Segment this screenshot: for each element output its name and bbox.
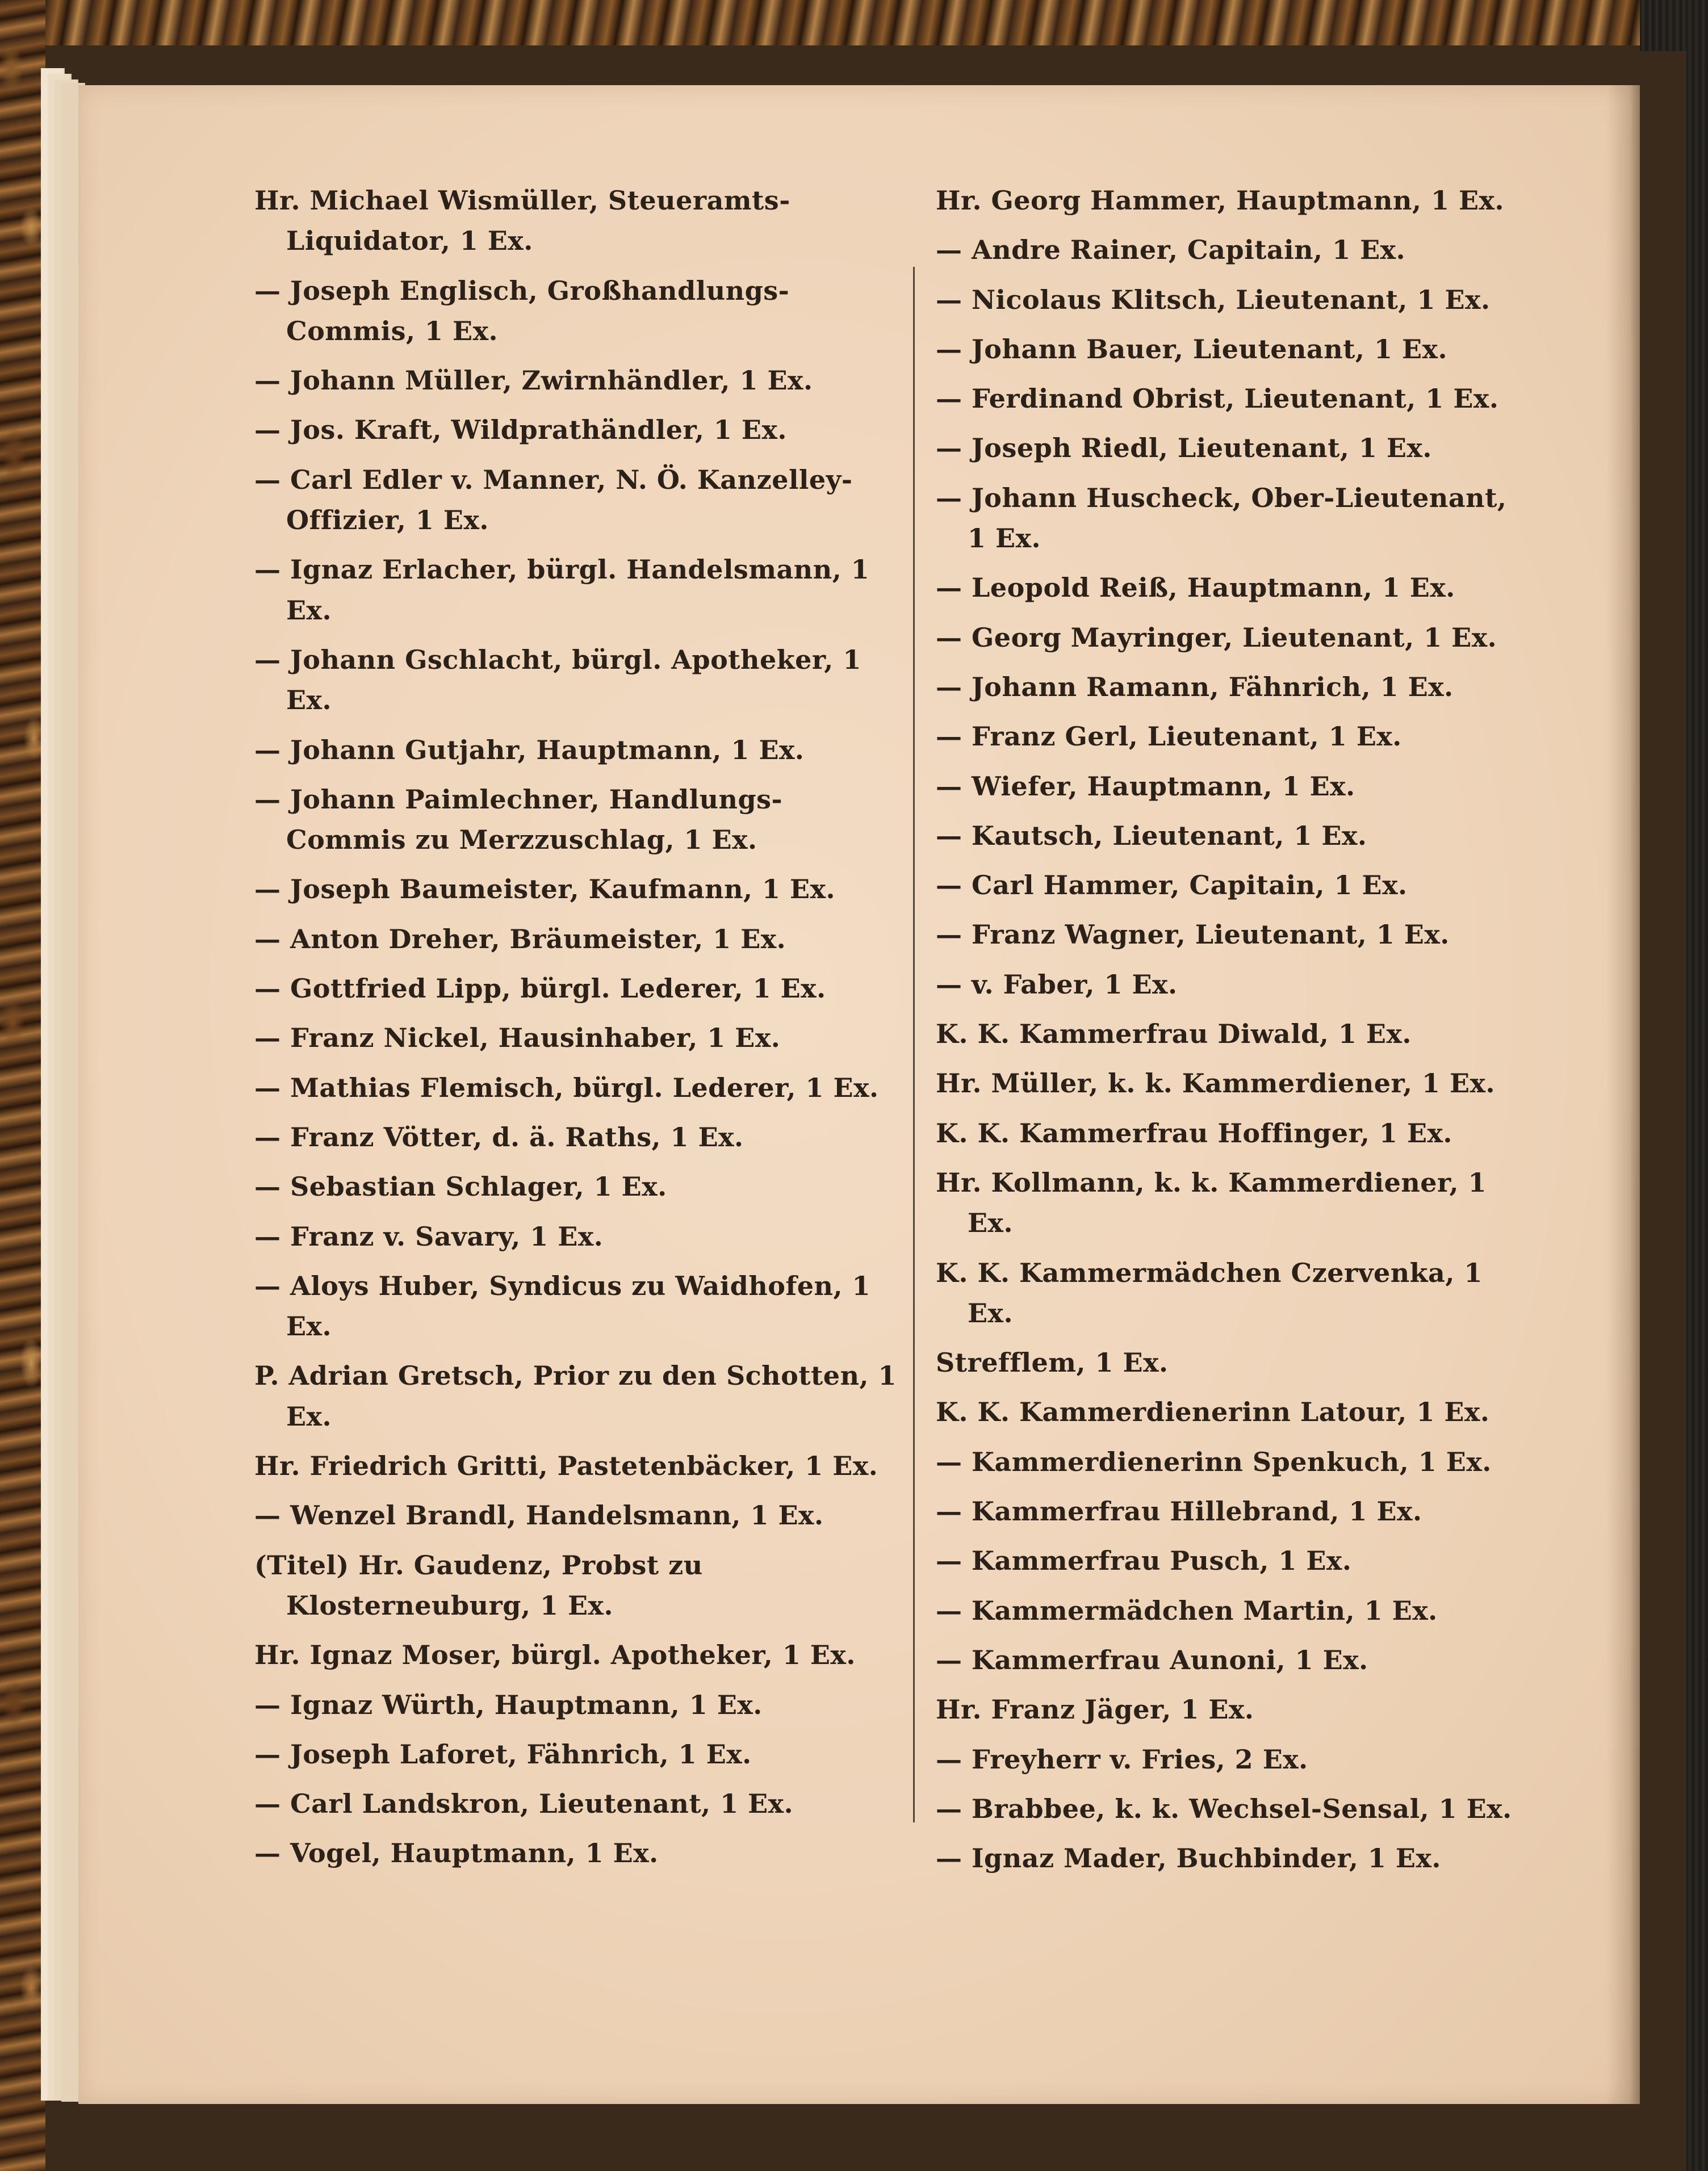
- subscriber-entry: Hr. Michael Wismüller, Steueramts-Liquidator, 1 Ex.: [254, 185, 790, 257]
- subscriber-entry: — Jos. Kraft, Wildprathändler, 1 Ex.: [254, 414, 787, 446]
- subscriber-entry: — Franz Gerl, Lieutenant, 1 Ex.: [936, 721, 1402, 752]
- subscriber-entry: — Kautsch, Lieutenant, 1 Ex.: [936, 820, 1367, 851]
- subscriber-entry: — Anton Dreher, Bräumeister, 1 Ex.: [254, 923, 786, 954]
- subscriber-entry: — Leopold Reiß, Hauptmann, 1 Ex.: [936, 572, 1455, 603]
- subscriber-entry: — Brabbee, k. k. Wechsel-Sensal, 1 Ex.: [936, 1793, 1512, 1824]
- subscriber-entry: Hr. Müller, k. k. Kammerdiener, 1 Ex.: [936, 1068, 1495, 1099]
- subscriber-entry: — Joseph Riedl, Lieutenant, 1 Ex.: [936, 433, 1432, 464]
- subscriber-entry: — Franz v. Savary, 1 Ex.: [254, 1221, 604, 1252]
- subscriber-entry: — Kammerfrau Pusch, 1 Ex.: [936, 1545, 1352, 1577]
- subscriber-entry: K. K. Kammerfrau Hoffinger, 1 Ex.: [936, 1117, 1452, 1149]
- subscriber-list-left: [254, 181, 902, 1883]
- subscriber-entry: — Franz Wagner, Lieutenant, 1 Ex.: [936, 919, 1450, 950]
- subscriber-entry: K. K. Kammerfrau Diwald, 1 Ex.: [936, 1019, 1412, 1050]
- subscriber-entry: — Mathias Flemisch, bürgl. Lederer, 1 Ex.: [254, 1072, 879, 1103]
- subscriber-entry: — Kammerdienerinn Spenkuch, 1 Ex.: [936, 1446, 1492, 1477]
- column-divider: [913, 267, 915, 1822]
- subscriber-entry: Strefflem, 1 Ex.: [936, 1347, 1169, 1378]
- subscriber-entry: — Joseph Laforet, Fähnrich, 1 Ex.: [254, 1738, 752, 1770]
- subscriber-entry: — Ignaz Erlacher, bürgl. Handelsmann, 1 Ex.: [254, 554, 870, 626]
- subscriber-entry: Hr. Ignaz Moser, bürgl. Apotheker, 1 Ex.: [254, 1640, 856, 1671]
- subscriber-entry: — Joseph Englisch, Großhandlungs-Commis, 1 Ex.: [254, 275, 790, 346]
- subscriber-entry: — Freyherr v. Fries, 2 Ex.: [936, 1743, 1308, 1775]
- subscriber-entry: — Andre Rainer, Capitain, 1 Ex.: [936, 234, 1406, 266]
- subscriber-entry: — v. Faber, 1 Ex.: [936, 969, 1178, 1000]
- subscriber-entry: — Kammermädchen Martin, 1 Ex.: [936, 1595, 1438, 1626]
- subscriber-entry: — Johann Gutjahr, Hauptmann, 1 Ex.: [254, 734, 805, 765]
- subscriber-entry: — Carl Landskron, Lieutenant, 1 Ex.: [254, 1788, 794, 1820]
- subscriber-entry: Hr. Kollmann, k. k. Kammerdiener, 1 Ex.: [936, 1167, 1487, 1239]
- subscriber-entry: — Joseph Baumeister, Kaufmann, 1 Ex.: [254, 874, 836, 905]
- subscriber-entry: — Georg Mayringer, Lieutenant, 1 Ex.: [936, 622, 1497, 653]
- subscriber-entry: Hr. Friedrich Gritti, Pastetenbäcker, 1 Ex.: [254, 1451, 878, 1482]
- subscriber-entry: — Johann Paimlechner, Handlungs-Commis zu Merzzuschlag, 1 Ex.: [254, 783, 783, 856]
- subscriber-entry: — Wenzel Brandl, Handelsmann, 1 Ex.: [254, 1500, 824, 1531]
- subscriber-entry: — Carl Hammer, Capitain, 1 Ex.: [936, 870, 1408, 901]
- subscriber-entry: — Carl Edler v. Manner, N. Ö. Kanzelley-Offizier, 1 Ex.: [254, 464, 853, 536]
- cover-board-top: [0, 0, 1708, 45]
- subscriber-entry: P. Adrian Gretsch, Prior zu den Schotten, 1 Ex.: [254, 1360, 897, 1432]
- subscriber-entry: — Ignaz Mader, Buchbinder, 1 Ex.: [936, 1843, 1441, 1874]
- spine-cloth: [1686, 0, 1708, 2171]
- subscriber-list-right: [936, 181, 1532, 1888]
- subscriber-entry: — Johann Ramann, Fähnrich, 1 Ex.: [936, 671, 1454, 702]
- subscriber-entry: K. K. Kammermädchen Czervenka, 1 Ex.: [936, 1257, 1483, 1328]
- gutter-shadow: [1606, 85, 1640, 2104]
- subscriber-entry: — Aloys Huber, Syndicus zu Waidhofen, 1 Ex.: [254, 1270, 871, 1342]
- subscriber-entry: (Titel) Hr. Gaudenz, Probst zu Klosterneuburg, 1 Ex.: [254, 1549, 703, 1621]
- subscriber-entry: — Johann Bauer, Lieutenant, 1 Ex.: [936, 333, 1447, 364]
- subscriber-entry: — Sebastian Schlager, 1 Ex.: [254, 1171, 667, 1202]
- subscriber-entry: — Johann Müller, Zwirnhändler, 1 Ex.: [254, 365, 813, 396]
- subscriber-entry: — Kammerfrau Hillebrand, 1 Ex.: [936, 1496, 1422, 1527]
- subscriber-entry: — Johann Huscheck, Ober-Lieutenant, 1 Ex.: [936, 482, 1507, 554]
- subscriber-entry: — Ferdinand Obrist, Lieutenant, 1 Ex.: [936, 383, 1499, 414]
- subscriber-entry: — Kammerfrau Aunoni, 1 Ex.: [936, 1644, 1368, 1675]
- marbled-cover-board: [0, 0, 45, 2171]
- subscriber-entry: — Franz Nickel, Hausinhaber, 1 Ex.: [254, 1022, 781, 1054]
- subscriber-entry: — Gottfried Lipp, bürgl. Lederer, 1 Ex.: [254, 973, 826, 1004]
- subscriber-entry: — Johann Gschlacht, bürgl. Apotheker, 1 Ex.: [254, 644, 861, 716]
- subscriber-entry: — Nicolaus Klitsch, Lieutenant, 1 Ex.: [936, 284, 1491, 315]
- subscriber-entry: — Ignaz Würth, Hauptmann, 1 Ex.: [254, 1689, 763, 1720]
- subscriber-entry: — Vogel, Hauptmann, 1 Ex.: [254, 1838, 659, 1869]
- subscriber-entry: K. K. Kammerdienerinn Latour, 1 Ex.: [936, 1397, 1490, 1428]
- subscriber-entry: — Franz Vötter, d. ä. Raths, 1 Ex.: [254, 1121, 744, 1152]
- subscriber-entry: — Wiefer, Hauptmann, 1 Ex.: [936, 770, 1355, 802]
- subscriber-entry: Hr. Franz Jäger, 1 Ex.: [936, 1694, 1254, 1725]
- subscriber-entry: Hr. Georg Hammer, Hauptmann, 1 Ex.: [936, 185, 1504, 216]
